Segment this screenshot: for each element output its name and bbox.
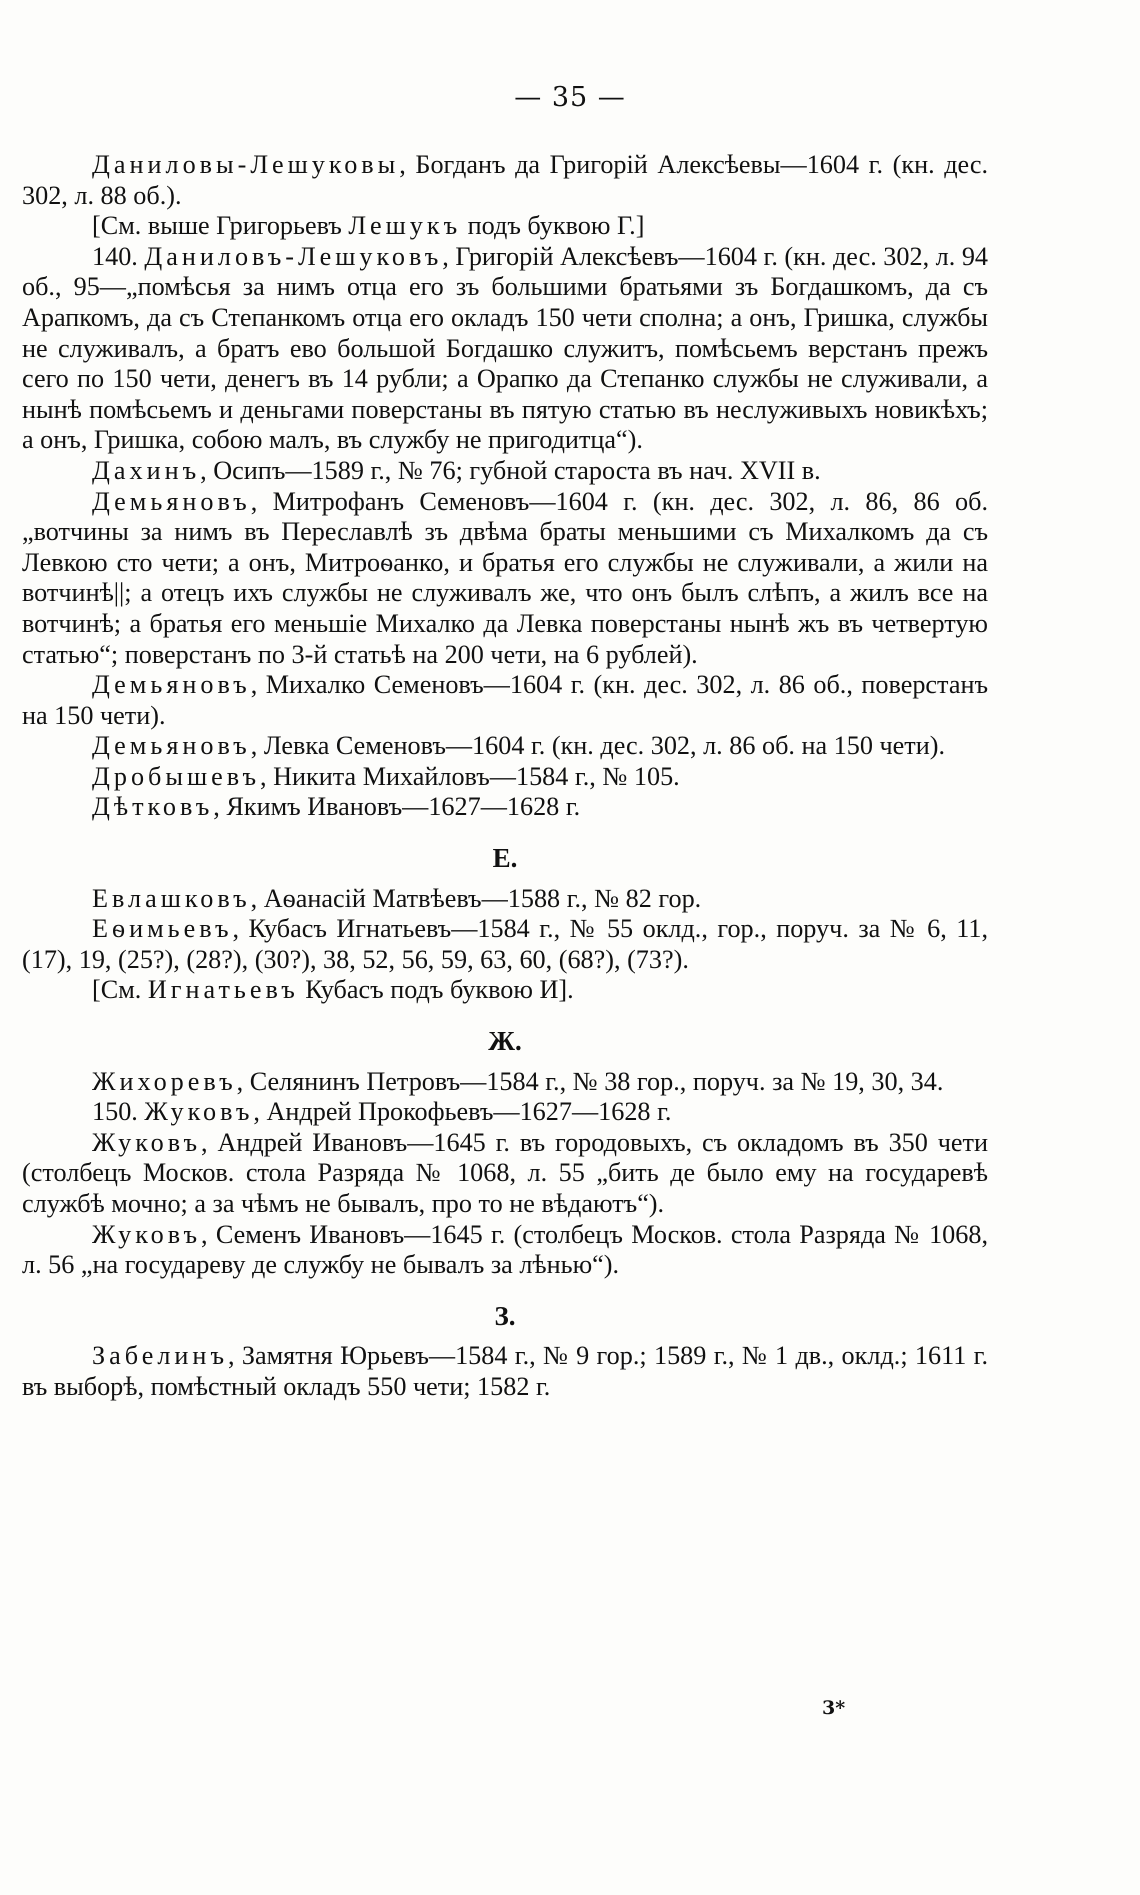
entry-prefix: [См. [92,975,148,1005]
surname: Жихоревъ [92,1066,237,1096]
entry-paragraph [22,792,988,823]
surname: Жуковъ [144,1097,254,1127]
entry-text: подъ буквою Г.] [461,211,645,241]
entry-text: , Левка Семеновъ—1604 г. (кн. дес. 302, л. 86 об. на 150 чети). [250,731,946,761]
entry-text: , Осипъ—1589 г., № 76; губной староста въ нач. XVII в. [200,455,821,485]
section-heading-zh: Ж. [488,1026,522,1057]
section-heading-e: Е. [492,843,518,874]
surname: Демьяновъ [92,670,251,700]
surname: Даниловы-Лешуковы [92,150,400,179]
entry-prefix: [См. выше Григорьевъ [92,211,349,241]
surname: Демьяновъ [92,486,251,516]
entry-prefix: 150. [92,1097,145,1127]
entry-text: , Андрей Ивановъ—1645 г. въ городовыхъ, съ окладомъ въ 350 чети (столбецъ Москов. стола Разряда № 1068, л. 55 „бить де было ему на государевѣ службѣ мочно; а за чѣмъ не бывалъ, про то не вѣдаютъ“). [22,1127,988,1218]
surname: Евлашковъ [92,883,251,913]
text-body [22,150,988,1403]
entry-paragraph [22,487,988,671]
entry-text: , Селянинъ Петровъ—1584 г., № 38 гор., поруч. за № 19, 30, 34. [236,1066,944,1096]
entry-text: , Митрофанъ Семеновъ—1604 г. (кн. дес. 302, л. 86, 86 об. „вотчины за нимъ въ Переславлѣ зъ двѣма браты меньшими съ Михалкомъ да съ Левкою сто чети; а онъ, Митроѳанко, и братья его службы не служивали, а жили на вотчинѣ||; а отецъ ихъ службы не служивалъ же, что онъ былъ слѣпъ, а жилъ все на вотчинѣ; а братья его меньшіе Михалко да Левка поверстаны нынѣ жъ въ четвертую статью“; поверстанъ по 3-й статьѣ на 200 чети, на 6 рублей). [22,486,988,669]
signature-mark: 3* [822,1697,846,1719]
entry-paragraph [22,1097,988,1128]
entry-text: , Григорій Алексѣевъ—1604 г. (кн. дес. 302, л. 94 об., 95—„помѣсья за нимъ отца его зъ большими братьями зъ Богдашкомъ, да съ Арапкомъ, да съ Степанкомъ отца его окладъ 150 чети сполна; а онъ, Гришка, службы не служивалъ, а братъ ево большой Богдашко служитъ, помѣсьемъ верстанъ прежъ сего по 150 чети, денегъ въ 14 рубли; а Орапко да Степанко службы не служивали, а нынѣ помѣсьемъ и деньгами поверстаны въ пятую статью въ неслуживыхъ новикѣхъ; а онъ, Гришка, собою малъ, въ службу не пригодитца“). [22,241,989,455]
surname: Даниловъ-Лешуковъ [144,241,443,271]
entry-paragraph [22,150,988,211]
entry-prefix: 140. [92,241,145,271]
entry-text: , Никита Михайловъ—1584 г., № 105. [260,761,680,791]
section-heading-z: З. [494,1300,516,1331]
surname: Жуковъ [92,1219,202,1249]
entry-paragraph [22,762,988,793]
entry-text: , Замятня Юрьевъ—1584 г., № 9 гор.; 1589 г., № 1 дв., оклд.; 1611 г. въ выборѣ, помѣстный окладъ 550 чети; 1582 г. [22,1341,988,1401]
surname: Демьяновъ [92,731,251,761]
surname: Жуковъ [92,1127,202,1157]
entry-paragraph [22,1220,988,1281]
entry-paragraph [22,456,988,487]
surname: Игнатьевъ [147,975,299,1005]
entry-text: , Аѳанасій Матвѣевъ—1588 г., № 82 гор. [250,883,702,913]
entry-text: , Богданъ да Григорій Алексѣевы—1604 г. (кн. дес. 302, л. 88 об.). [22,150,988,210]
entry-paragraph [22,670,988,731]
surname: Дахинъ [92,455,201,485]
entry-paragraph [22,242,988,456]
entry-paragraph [22,975,988,1006]
entry-text: , Михалко Семеновъ—1604 г. (кн. дес. 302, л. 86 об., поверстанъ на 150 чети). [22,670,988,730]
entry-paragraph [22,731,988,762]
entry-text: , Кубасъ Игнатьевъ—1584 г., № 55 оклд., гор., поруч. за № 6, 11, (17), 19, (25?), (28?), (30?), 38, 52, 56, 59, 63, 60, (68?), (73?). [22,914,988,974]
entry-paragraph [22,1067,988,1098]
entry-text: , Якимъ Ивановъ—1627—1628 г. [213,792,581,822]
entry-text: , Семенъ Ивановъ—1645 г. (столбецъ Москов. стола Разряда № 1068, л. 56 „на государеву де службу не бывалъ за лѣнью“). [22,1219,988,1280]
entry-text: Кубасъ подъ буквою И]. [298,975,574,1005]
page-number: — 35 — [514,82,626,113]
surname: Еѳимьевъ [92,914,233,944]
entry-paragraph [22,914,988,975]
surname: Дѣтковъ [92,792,214,822]
entry-paragraph [22,211,988,242]
surname: Лешукъ [348,211,462,241]
surname: Дробышевъ [92,761,261,791]
entry-text: , Андрей Прокофьевъ—1627—1628 г. [253,1097,672,1127]
surname: Забелинъ [92,1341,228,1371]
entry-paragraph [22,1341,988,1402]
entry-paragraph [22,884,988,915]
entry-paragraph [22,1128,988,1220]
